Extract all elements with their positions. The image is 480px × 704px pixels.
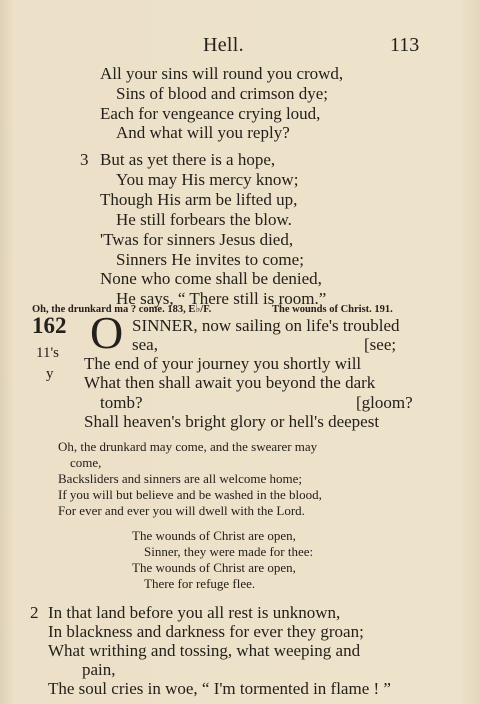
verse-line: But as yet there is a hope,	[100, 150, 276, 169]
chorus-line: If you will but believe and be washed in the blood,	[58, 487, 322, 502]
verse-line: SINNER, now sailing on life's troubled	[132, 316, 400, 335]
chorus-line: Sinner, they were made for thee:	[144, 544, 314, 559]
verse-line: Shall heaven's bright glory or hell's deepest	[84, 412, 380, 431]
hymn-meter: 11's	[36, 345, 59, 361]
verse-line: pain,	[82, 660, 116, 679]
chorus-line: The wounds of Christ are open,	[132, 560, 296, 575]
verse-line: He still forbears the blow.	[116, 210, 292, 229]
chorus-line: There for refuge flee.	[144, 576, 256, 591]
verse-line: You may His mercy know;	[116, 170, 299, 189]
verse-line: The end of your journey you shortly will	[84, 354, 362, 373]
verse-line: And what will you reply?	[116, 123, 290, 142]
chorus-line: Oh, the drunkard may come, and the swearer may	[58, 439, 318, 454]
chorus-line: come,	[70, 455, 102, 470]
chorus-line: For ever and ever you will dwell with the Lord.	[58, 503, 305, 518]
verse-line: All your sins will round you crowd,	[100, 64, 344, 83]
verse-line-bracket: [gloom?	[356, 393, 413, 412]
verse-line: sea,	[132, 335, 158, 354]
verse-line: Sinners He invites to come;	[116, 250, 304, 269]
verse-line: Sins of blood and crimson dye;	[116, 84, 329, 103]
verse-line: He says, “ There still is room.”	[116, 289, 327, 308]
verse-line: tomb?	[100, 393, 143, 412]
page-title: Hell.	[203, 34, 244, 56]
verse-line: In blackness and darkness for ever they groan;	[48, 622, 364, 641]
verse-line: What writhing and tossing, what weeping and	[48, 641, 361, 660]
chorus-line: The wounds of Christ are open,	[132, 528, 296, 543]
verse-line: What then shall await you beyond the dark	[84, 373, 376, 392]
verse-line: Each for vengeance crying loud,	[100, 104, 321, 123]
tune-reference: Oh, the drunkard ma ? come. 183, E♭/F.	[32, 304, 212, 315]
hymn-meter-mark: y	[46, 366, 54, 382]
tune-reference: The wounds of Christ. 191.	[272, 304, 393, 315]
verse-line: In that land before you all rest is unknown,	[48, 603, 341, 622]
stanza-number: 2	[30, 603, 39, 622]
page-number: 113	[390, 34, 420, 56]
hymn-number: 162	[32, 313, 67, 338]
verse-line: The soul cries in woe, “ I'm tormented in flame ! ”	[48, 679, 391, 698]
verse-line: 'Twas for sinners Jesus died,	[100, 230, 294, 249]
stanza-number: 3	[80, 150, 89, 169]
verse-line-bracket: [see;	[364, 335, 397, 354]
drop-cap: O	[90, 307, 124, 358]
chorus-line: Backsliders and sinners are all welcome home;	[58, 471, 303, 486]
verse-line: None who come shall be denied,	[100, 269, 322, 288]
page-header	[0, 34, 480, 58]
verse-line: Though His arm be lifted up,	[100, 190, 298, 209]
